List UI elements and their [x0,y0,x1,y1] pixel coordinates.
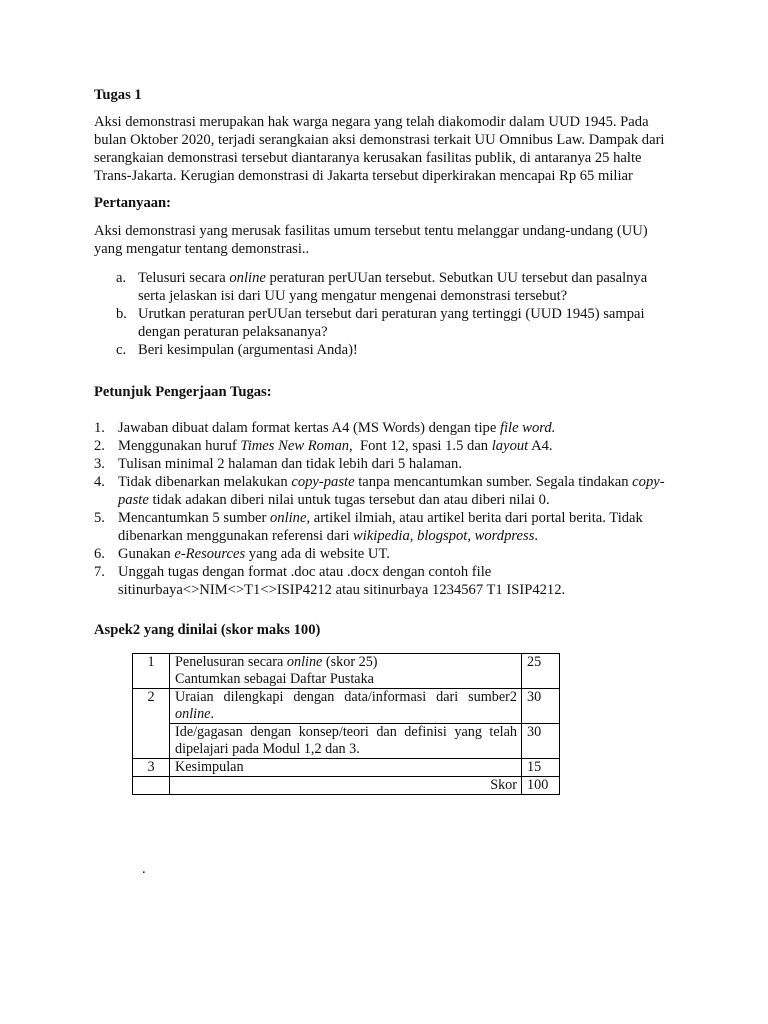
list-item: 6. Gunakan e-Resources yang ada di website UT. [94,546,390,562]
list-marker: b. [116,306,127,322]
row-number: 1 [133,654,170,689]
list-item: a. Telusuri secara online peraturan perUUan tersebut. Sebutkan UU tersebut dan pasalnya serta jelaskan isi dari UU yang mengatur mengenai demonstrasi tersebut? [116,270,648,304]
total-label: Skor [170,777,522,795]
page-title: Tugas 1 [94,87,142,103]
table-row [133,654,560,689]
question-list [116,269,674,359]
footer-dot: . [142,861,146,877]
total-value: 100 [522,777,560,795]
row-description: Ide/gagasan dengan konsep/teori dan definisi yang telah dipelajari pada Modul 1,2 dan 3. [170,724,522,759]
table-row [133,689,560,724]
list-item: 7. Unggah tugas dengan format .doc atau .docx dengan contoh file sitinurbaya<>NIM<>T1<>ISIP4212 atau sitinurbaya 1234567 T1 ISIP4212. [94,564,566,598]
intro-paragraph: Aksi demonstrasi merupakan hak warga negara yang telah diakomodir dalam UUD 1945. Pada bulan Oktober 2020, terjadi serangkaian aksi demonstrasi terkait UU Omnibus Law. Dampak dari serangkaian demonstrasi tersebut diantaranya kerusakan fasilitas publik, di antaranya 25 halte Trans-Jakarta. Kerugian demonstrasi di Jakarta tersebut diperkirakan mencapai Rp 65 miliar [94,114,665,184]
table-row [133,724,560,759]
row-description: Kesimpulan [170,759,522,777]
list-item: 2. Menggunakan huruf Times New Roman, Font 12, spasi 1.5 dan layout A4. [94,438,553,454]
list-item: b. Urutkan peraturan perUUan tersebut dari peraturan yang tertinggi (UUD 1945) sampai dengan peraturan pelaksananya? [116,306,645,340]
assessment-table [132,653,560,795]
aspek-heading: Aspek2 yang dinilai (skor maks 100) [94,622,321,638]
row-description: Penelusuran secara online (skor 25) Cantumkan sebagai Daftar Pustaka [170,654,522,689]
list-marker: c. [116,342,127,358]
list-marker: a. [116,270,127,286]
row-number: 2 [133,689,170,759]
list-marker: 2. [94,438,105,454]
petunjuk-heading: Petunjuk Pengerjaan Tugas: [94,384,272,400]
row-description: Uraian dilengkapi dengan data/informasi dari sumber2 online. [170,689,522,724]
list-marker: 5. [94,510,105,526]
row-number: 3 [133,759,170,777]
instruction-list [94,419,674,599]
list-item: 4. Tidak dibenarkan melakukan copy-paste tanpa mencantumkan sumber. Segala tindakan copy-paste tidak adakan diberi nilai untuk tugas tersebut dan atau diberi nilai 0. [94,474,665,508]
list-item: 1. Jawaban dibuat dalam format kertas A4 (MS Words) dengan tipe file word. [94,420,556,436]
row-score: 15 [522,759,560,777]
list-marker: 4. [94,474,105,490]
table-row [133,759,560,777]
row-score: 30 [522,724,560,759]
row-score: 30 [522,689,560,724]
list-marker: 1. [94,420,105,436]
pertanyaan-intro: Aksi demonstrasi yang merusak fasilitas umum tersebut tentu melanggar undang-undang (UU) yang mengatur tentang demonstrasi.. [94,223,648,257]
list-item: 5. Mencantumkan 5 sumber online, artikel ilmiah, atau artikel berita dari portal berita. Tidak dibenarkan menggunakan referensi dari wikipedia, blogspot, wordpress. [94,510,643,544]
list-item: c. Beri kesimpulan (argumentasi Anda)! [116,342,358,358]
list-marker: 7. [94,564,105,580]
list-marker: 3. [94,456,105,472]
document-page [94,86,674,793]
table-total-row [133,777,560,795]
pertanyaan-heading: Pertanyaan: [94,195,172,211]
row-score: 25 [522,654,560,689]
list-marker: 6. [94,546,105,562]
list-item: 3. Tulisan minimal 2 halaman dan tidak lebih dari 5 halaman. [94,456,462,472]
